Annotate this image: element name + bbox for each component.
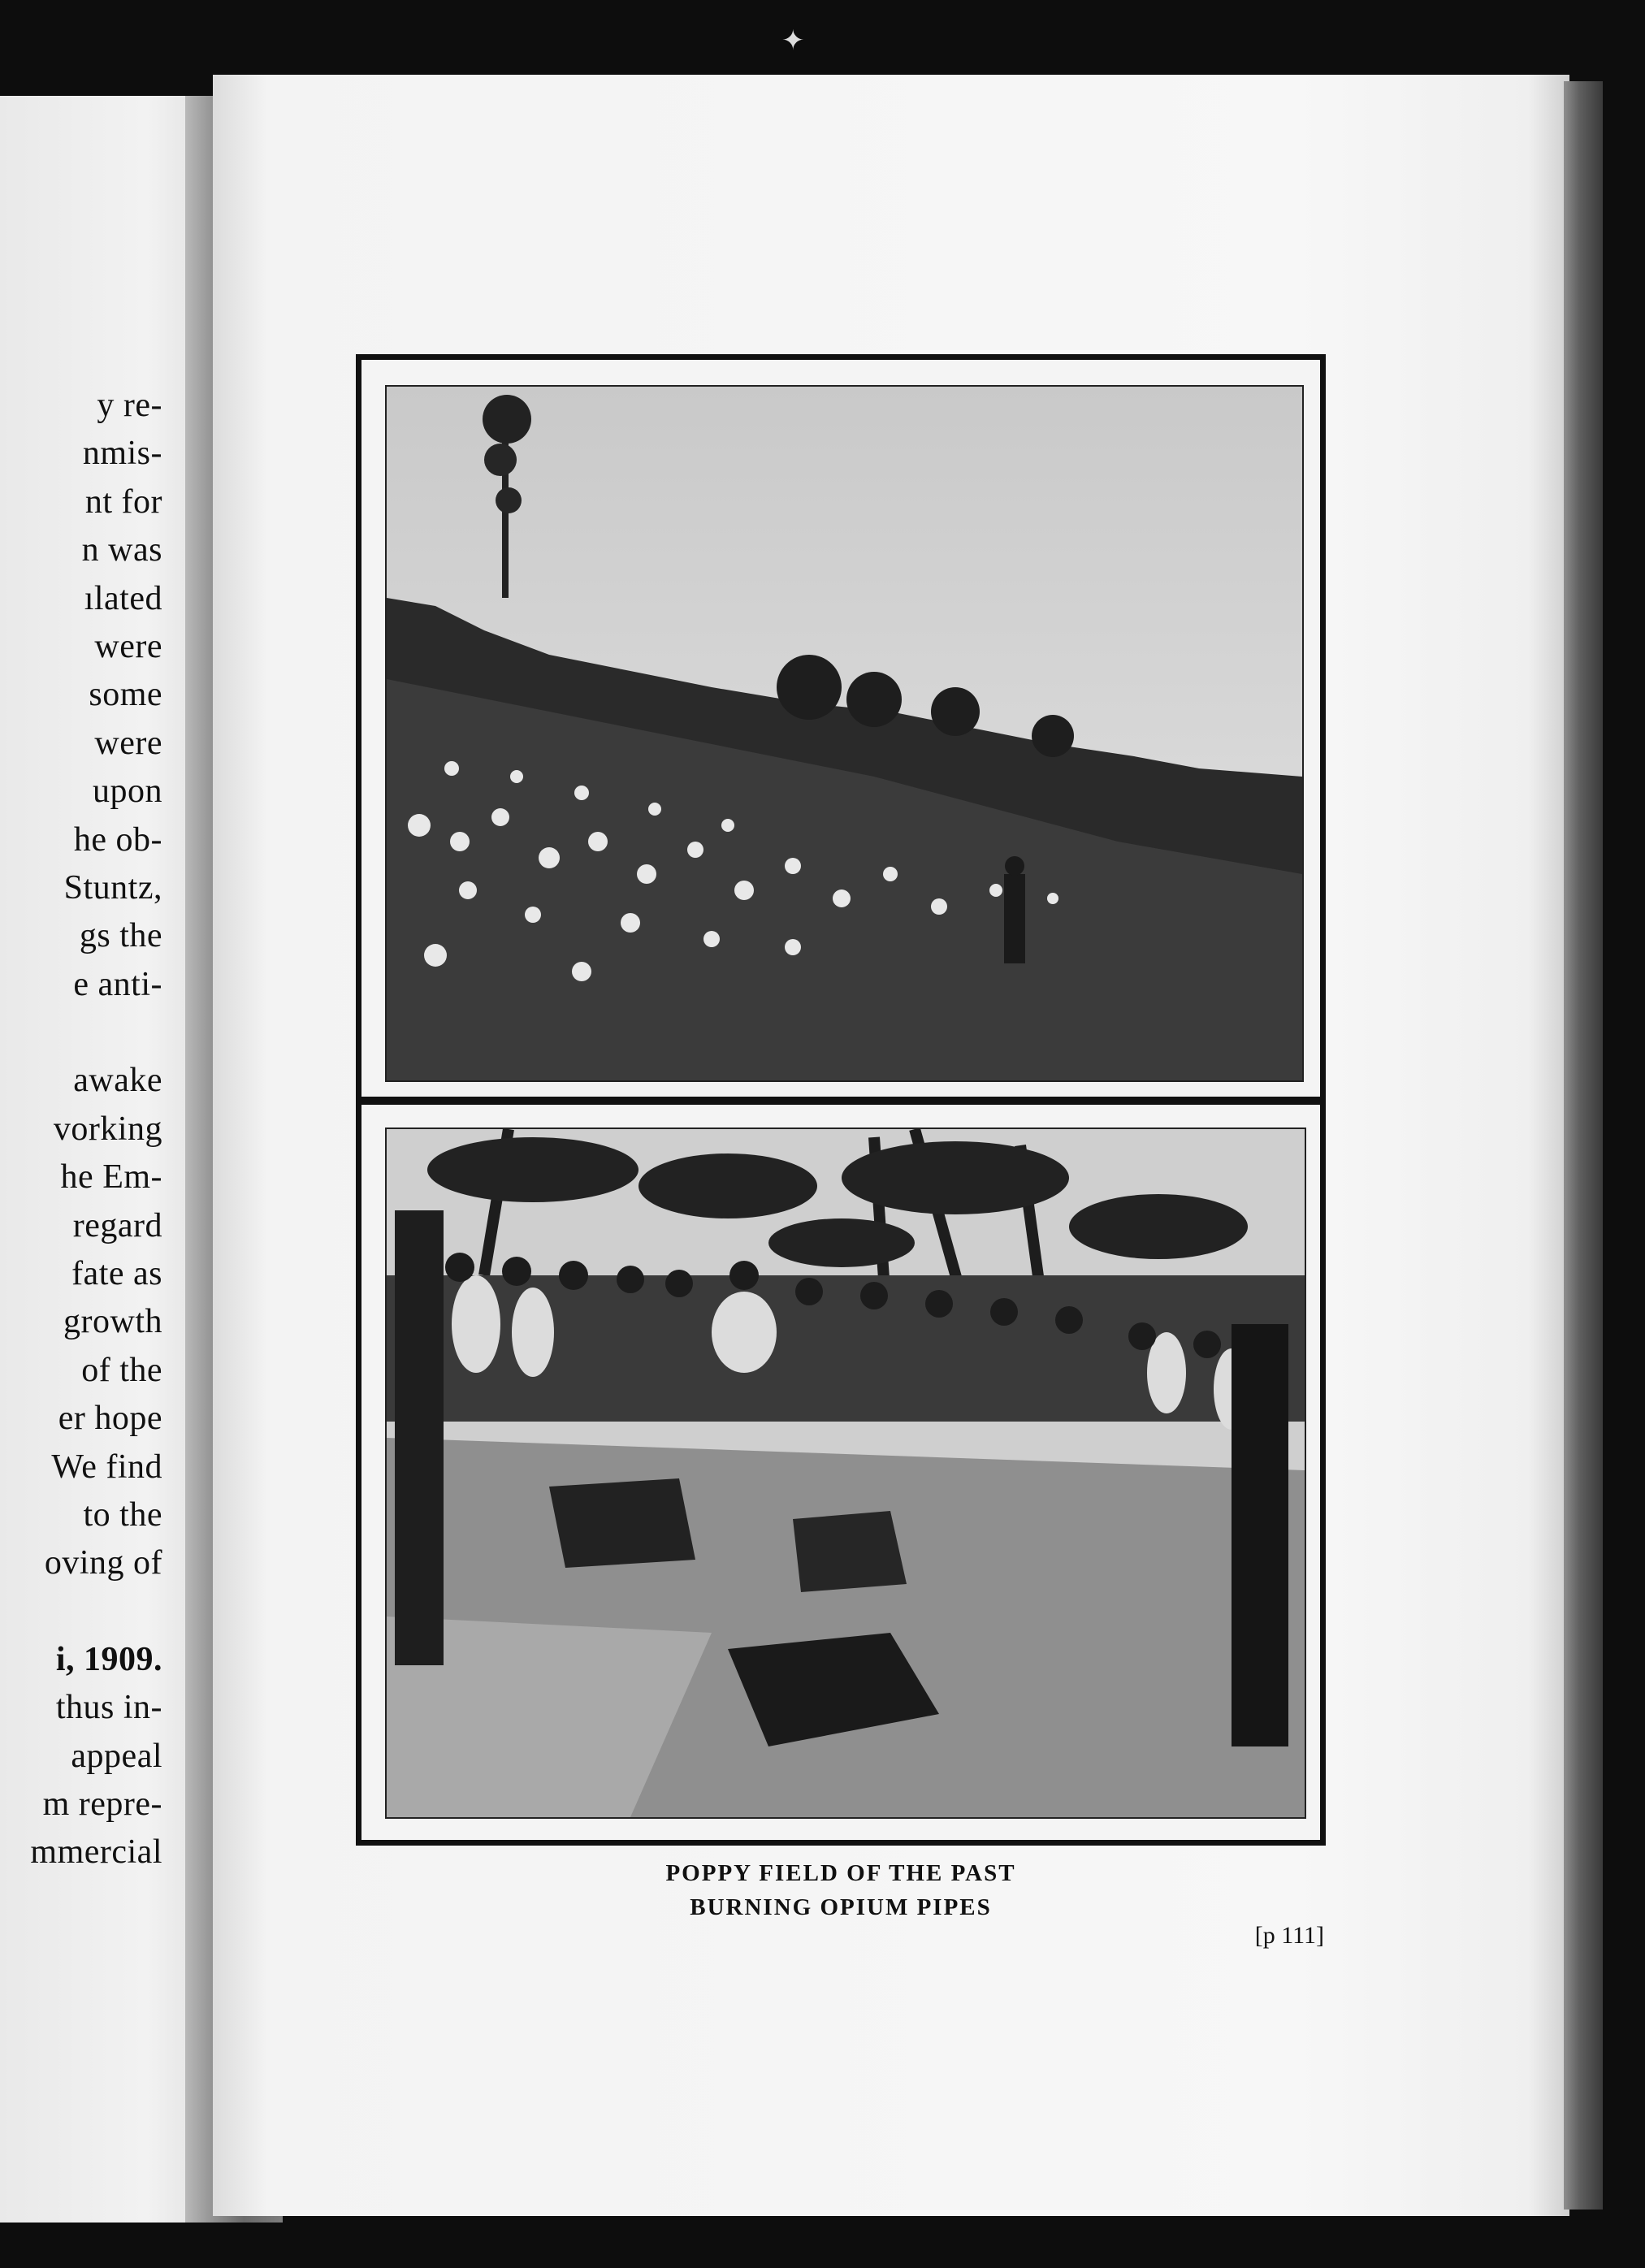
left-text-line: some — [89, 676, 162, 714]
page-number: [p 111] — [1254, 1922, 1324, 1949]
left-text-line: n was — [81, 531, 162, 569]
left-text-line: upon — [93, 773, 162, 811]
left-text-line: he ob- — [73, 820, 162, 859]
left-text-line — [0, 1588, 162, 1636]
left-text-line: mmercial — [30, 1833, 162, 1872]
left-text-line: were — [94, 628, 162, 666]
left-text-line: vorking — [53, 1110, 162, 1148]
left-text-line: i, 1909. — [55, 1640, 162, 1678]
left-text-line: oving of — [44, 1544, 162, 1582]
left-text-line: awake — [73, 1062, 162, 1100]
left-text-line: nmis- — [82, 435, 162, 473]
plate-divider — [356, 1097, 1326, 1105]
left-text-line: Stuntz, — [63, 869, 162, 907]
left-text-line: nt for — [84, 483, 162, 521]
left-text-line: fate as — [71, 1254, 162, 1292]
left-text-line: regard — [72, 1206, 162, 1244]
left-text-line: growth — [63, 1303, 162, 1341]
left-text-line: er hope — [58, 1400, 162, 1438]
left-text-line: thus in- — [55, 1689, 162, 1727]
speck-mark: ✦ — [781, 26, 805, 56]
left-text-line: We find — [51, 1448, 162, 1486]
left-text-line: y re- — [97, 387, 162, 424]
left-page-text — [0, 382, 162, 1877]
left-text-line: appeal — [71, 1737, 162, 1775]
left-text-line: he Em- — [60, 1158, 162, 1197]
left-text-line: e anti- — [73, 965, 162, 1003]
poppy-field-photo — [385, 385, 1304, 1082]
left-text-line: m repre- — [42, 1785, 162, 1823]
photo-caption-bottom: BURNING OPIUM PIPES — [690, 1894, 992, 1920]
photo-caption-top: POPPY FIELD OF THE PAST — [665, 1860, 1016, 1886]
burning-opium-pipes-photo — [385, 1128, 1306, 1819]
left-text-line: of the — [81, 1351, 162, 1389]
left-text-line: gs the — [79, 917, 162, 955]
left-text-line: ılated — [84, 579, 162, 617]
left-text-line: were — [94, 724, 162, 762]
page-edge — [1564, 81, 1603, 2210]
left-text-line: to the — [83, 1495, 162, 1534]
left-text-line — [0, 1009, 162, 1057]
